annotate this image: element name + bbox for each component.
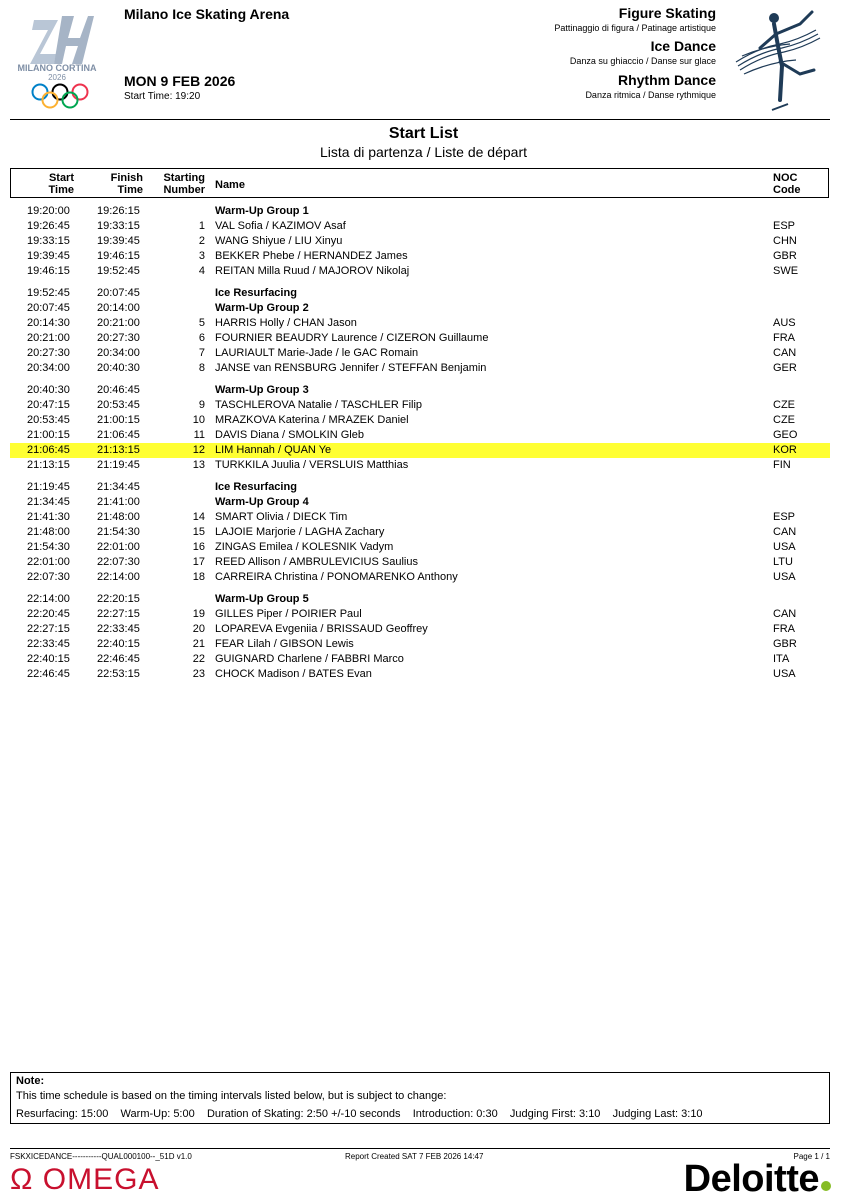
start-time-cell: 20:27:30 (27, 347, 70, 359)
starting-number-cell: 9 (198, 399, 205, 411)
finish-time-cell: 19:26:15 (97, 205, 140, 217)
logo-text: MILANO CORTINA (17, 63, 97, 73)
schedule-group-row (10, 495, 830, 510)
omega-wordmark: OMEGA (42, 1163, 160, 1196)
starting-number-cell: 15 (192, 526, 205, 538)
schedule-group-row (10, 383, 830, 398)
finish-time-cell: 22:53:15 (97, 668, 140, 680)
finish-time-cell: 21:48:00 (97, 511, 140, 523)
name-cell: TASCHLEROVA Natalie / TASCHLER Filip (215, 399, 423, 411)
olympic-rings-icon (30, 82, 92, 110)
name-cell: HARRIS Holly / CHAN Jason (215, 317, 357, 329)
start-time-cell: 22:14:00 (27, 593, 70, 605)
name-cell: SMART Olivia / DIECK Tim (215, 511, 348, 523)
col-name: Name (215, 179, 245, 191)
schedule-group-row (10, 301, 830, 316)
table-row (10, 622, 830, 637)
name-cell: TURKKILA Juulia / VERSLUIS Matthias (215, 459, 409, 471)
name-cell: CARREIRA Christina / PONOMARENKO Anthony (215, 571, 458, 583)
start-time-cell: 21:06:45 (27, 444, 70, 456)
noc-code-cell: ESP (773, 220, 796, 232)
table-row (10, 219, 830, 234)
noc-code-cell: LTU (773, 556, 793, 568)
starting-number-cell: 22 (192, 653, 205, 665)
table-row (10, 346, 830, 361)
venue-name: Milano Ice Skating Arena (124, 6, 290, 22)
name-cell: JANSE van RENSBURG Jennifer / STEFFAN Benjamin (215, 362, 487, 374)
start-time-cell: 22:07:30 (27, 571, 70, 583)
starting-number-cell: 12 (192, 444, 205, 456)
finish-time-cell: 22:14:00 (97, 571, 140, 583)
starting-number-cell: 10 (192, 414, 205, 426)
table-row (10, 398, 830, 413)
start-time-cell: 20:07:45 (27, 302, 70, 314)
finish-time-cell: 19:52:45 (97, 265, 140, 277)
noc-code-cell: FIN (773, 459, 791, 471)
schedule-group-row (10, 592, 830, 607)
start-time-cell: 22:01:00 (27, 556, 70, 568)
start-time-cell: 19:39:45 (27, 250, 70, 262)
noc-code-cell: GBR (773, 250, 797, 262)
name-cell: FOURNIER BEAUDRY Laurence / CIZERON Guillaume (215, 332, 489, 344)
start-time-cell: 19:52:45 (27, 287, 70, 299)
table-row (10, 637, 830, 652)
header-divider (10, 119, 830, 120)
deloitte-wordmark: Deloitte (683, 1158, 819, 1200)
name-cell: BEKKER Phebe / HERNANDEZ James (215, 250, 408, 262)
start-time-cell: 19:26:45 (27, 220, 70, 232)
page-number: Page 1 / 1 (793, 1152, 830, 1161)
table-row (10, 458, 830, 473)
finish-time-cell: 21:13:15 (97, 444, 140, 456)
finish-time-cell: 20:40:30 (97, 362, 140, 374)
deloitte-dot-icon (821, 1181, 831, 1191)
table-row (10, 525, 830, 540)
table-row (10, 570, 830, 585)
name-cell: LIM Hannah / QUAN Ye (215, 444, 332, 456)
finish-time-cell: 22:33:45 (97, 623, 140, 635)
name-cell: DAVIS Diana / SMOLKIN Gleb (215, 429, 364, 441)
finish-time-cell: 22:07:30 (97, 556, 140, 568)
noc-code-cell: KOR (773, 444, 797, 456)
noc-code-cell: ITA (773, 653, 790, 665)
name-cell: Warm-Up Group 1 (215, 205, 309, 217)
starting-number-cell: 5 (198, 317, 205, 329)
finish-time-cell: 22:40:15 (97, 638, 140, 650)
name-cell: Ice Resurfacing (215, 481, 297, 493)
finish-time-cell: 19:39:45 (97, 235, 140, 247)
start-time-cell: 21:00:15 (27, 429, 70, 441)
start-time-cell: 22:46:45 (27, 668, 70, 680)
segment-title: Rhythm Dance (617, 72, 716, 88)
starting-number-cell: 14 (192, 511, 205, 523)
table-row (10, 667, 830, 682)
starting-number-cell: 23 (192, 668, 205, 680)
noc-code-cell: GER (773, 362, 797, 374)
finish-time-cell: 20:14:00 (97, 302, 140, 314)
starting-number-cell: 13 (192, 459, 205, 471)
table-row (10, 361, 830, 376)
starting-number-cell: 1 (198, 220, 205, 232)
noc-code-cell: SWE (773, 265, 799, 277)
start-time-cell: 21:19:45 (27, 481, 70, 493)
start-time-cell: 20:21:00 (27, 332, 70, 344)
finish-time-cell: 21:06:45 (97, 429, 140, 441)
page-title: Start List (388, 125, 459, 142)
table-row (10, 443, 830, 458)
note-label: Note: (16, 1075, 45, 1087)
name-cell: GUIGNARD Charlene / FABBRI Marco (215, 653, 404, 665)
table-row (10, 428, 830, 443)
start-time-cell: 21:54:30 (27, 541, 70, 553)
footer-divider (10, 1148, 830, 1149)
starting-number-cell: 17 (192, 556, 205, 568)
omega-logo (10, 1163, 159, 1197)
starting-number-cell: 21 (192, 638, 205, 650)
name-cell: Warm-Up Group 2 (215, 302, 309, 314)
column-header-box (10, 168, 829, 198)
name-cell: CHOCK Madison / BATES Evan (215, 668, 372, 680)
start-time-cell: 19:20:00 (27, 205, 70, 217)
report-created: Report Created SAT 7 FEB 2026 14:47 (345, 1152, 484, 1161)
noc-code-cell: CZE (773, 414, 795, 426)
name-cell: VAL Sofia / KAZIMOV Asaf (215, 220, 346, 232)
finish-time-cell: 22:46:45 (97, 653, 140, 665)
start-time-cell: 21:34:45 (27, 496, 70, 508)
logo-year: 2026 (48, 73, 66, 82)
starting-number-cell: 8 (198, 362, 205, 374)
name-cell: Warm-Up Group 3 (215, 384, 309, 396)
name-cell: FEAR Lilah / GIBSON Lewis (215, 638, 354, 650)
figure-skating-pictogram-icon (730, 4, 826, 114)
note-text: This time schedule is based on the timing intervals listed below, but is subject to change: (16, 1090, 447, 1102)
report-code: FSKXICEDANCE-----------QUAL000100--_51D v1.0 (10, 1152, 192, 1161)
finish-time-cell: 21:41:00 (97, 496, 140, 508)
noc-code-cell: CZE (773, 399, 795, 411)
note-box (10, 1072, 830, 1124)
omega-symbol-icon: Ω (10, 1163, 34, 1196)
table-row (10, 510, 830, 525)
noc-code-cell: AUS (773, 317, 796, 329)
starting-number-cell: 19 (192, 608, 205, 620)
start-time-cell: 21:13:15 (27, 459, 70, 471)
starting-number-cell: 6 (198, 332, 205, 344)
table-row (10, 555, 830, 570)
start-time-cell: 19:46:15 (27, 265, 70, 277)
start-time-cell: 20:47:15 (27, 399, 70, 411)
note-intervals: Resurfacing: 15:00 Warm-Up: 5:00 Duration of Skating: 2:50 +/-10 seconds Introduction: 0:30 Judging First: 3:10 Judging Last: 3:10 (16, 1108, 703, 1120)
finish-time-cell: 21:00:15 (97, 414, 140, 426)
start-time-cell: 20:40:30 (27, 384, 70, 396)
table-row (10, 540, 830, 555)
table-row (10, 652, 830, 667)
name-cell: WANG Shiyue / LIU Xinyu (215, 235, 343, 247)
event-subtitle: Danza su ghiaccio / Danse sur glace (569, 56, 716, 66)
finish-time-cell: 19:33:15 (97, 220, 140, 232)
starting-number-cell: 7 (198, 347, 205, 359)
starting-number-cell: 11 (193, 429, 205, 441)
name-cell: LAURIAULT Marie-Jade / le GAC Romain (215, 347, 419, 359)
finish-time-cell: 21:19:45 (97, 459, 140, 471)
finish-time-cell: 20:07:45 (97, 287, 140, 299)
name-cell: Ice Resurfacing (215, 287, 297, 299)
discipline-subtitle: Pattinaggio di figura / Patinage artistique (554, 23, 716, 33)
col-start-time: Start Time (48, 172, 74, 196)
finish-time-cell: 20:34:00 (97, 347, 140, 359)
table-row (10, 316, 830, 331)
start-time-cell: 22:20:45 (27, 608, 70, 620)
starting-number-cell: 2 (198, 235, 205, 247)
start-time-cell: 21:41:30 (27, 511, 70, 523)
schedule-group-row (10, 286, 830, 301)
finish-time-cell: 19:46:15 (97, 250, 140, 262)
schedule-group-row (10, 204, 830, 219)
name-cell: Warm-Up Group 5 (215, 593, 309, 605)
noc-code-cell: FRA (773, 332, 795, 344)
start-time-cell: 20:14:30 (27, 317, 70, 329)
noc-code-cell: GEO (773, 429, 798, 441)
finish-time-cell: 22:01:00 (97, 541, 140, 553)
table-row (10, 331, 830, 346)
noc-code-cell: FRA (773, 623, 795, 635)
finish-time-cell: 22:20:15 (97, 593, 140, 605)
start-time-cell: 20:34:00 (27, 362, 70, 374)
segment-subtitle: Danza ritmica / Danse rythmique (585, 90, 716, 100)
start-time-cell: 20:53:45 (27, 414, 70, 426)
noc-code-cell: USA (773, 571, 796, 583)
table-row (10, 249, 830, 264)
name-cell: ZINGAS Emilea / KOLESNIK Vadym (215, 541, 394, 553)
starting-number-cell: 3 (198, 250, 205, 262)
start-time-cell: 21:48:00 (27, 526, 70, 538)
noc-code-cell: CAN (773, 347, 797, 359)
table-row (10, 607, 830, 622)
starting-number-cell: 18 (192, 571, 205, 583)
noc-code-cell: USA (773, 541, 796, 553)
noc-code-cell: USA (773, 668, 796, 680)
start-time-cell: 22:40:15 (27, 653, 70, 665)
col-noc-code: NOC Code (773, 172, 801, 196)
table-row (10, 234, 830, 249)
finish-time-cell: 20:53:45 (97, 399, 140, 411)
name-cell: REITAN Milla Ruud / MAJOROV Nikolaj (215, 265, 410, 277)
finish-time-cell: 20:27:30 (97, 332, 140, 344)
noc-code-cell: GBR (773, 638, 797, 650)
noc-code-cell: CHN (773, 235, 797, 247)
name-cell: REED Allison / AMBRULEVICIUS Saulius (215, 556, 418, 568)
event-date: MON 9 FEB 2026 (124, 73, 236, 89)
table-row (10, 413, 830, 428)
noc-code-cell: CAN (773, 608, 797, 620)
name-cell: GILLES Piper / POIRIER Paul (215, 608, 362, 620)
start-time-cell: 22:33:45 (27, 638, 70, 650)
start-time: Start Time: 19:20 (124, 91, 201, 102)
finish-time-cell: 21:34:45 (97, 481, 140, 493)
schedule-group-row (10, 480, 830, 495)
event-title: Ice Dance (650, 38, 716, 54)
col-starting-number: Starting Number (163, 172, 205, 196)
starting-number-cell: 16 (192, 541, 205, 553)
start-time-cell: 22:27:15 (27, 623, 70, 635)
page-subtitle: Lista di partenza / Liste de départ (319, 144, 528, 160)
table-row (10, 264, 830, 279)
starting-number-cell: 4 (198, 265, 205, 277)
col-finish-time: Finish Time (110, 172, 143, 196)
finish-time-cell: 22:27:15 (97, 608, 140, 620)
noc-code-cell: ESP (773, 511, 796, 523)
finish-time-cell: 20:46:45 (97, 384, 140, 396)
starting-number-cell: 20 (192, 623, 205, 635)
noc-code-cell: CAN (773, 526, 797, 538)
start-time-cell: 19:33:15 (27, 235, 70, 247)
name-cell: MRAZKOVA Katerina / MRAZEK Daniel (215, 414, 409, 426)
finish-time-cell: 21:54:30 (97, 526, 140, 538)
deloitte-logo (684, 1158, 831, 1201)
finish-time-cell: 20:21:00 (97, 317, 140, 329)
name-cell: Warm-Up Group 4 (215, 496, 309, 508)
name-cell: LOPAREVA Evgeniia / BRISSAUD Geoffrey (215, 623, 428, 635)
name-cell: LAJOIE Marjorie / LAGHA Zachary (215, 526, 385, 538)
discipline-title: Figure Skating (618, 5, 716, 21)
